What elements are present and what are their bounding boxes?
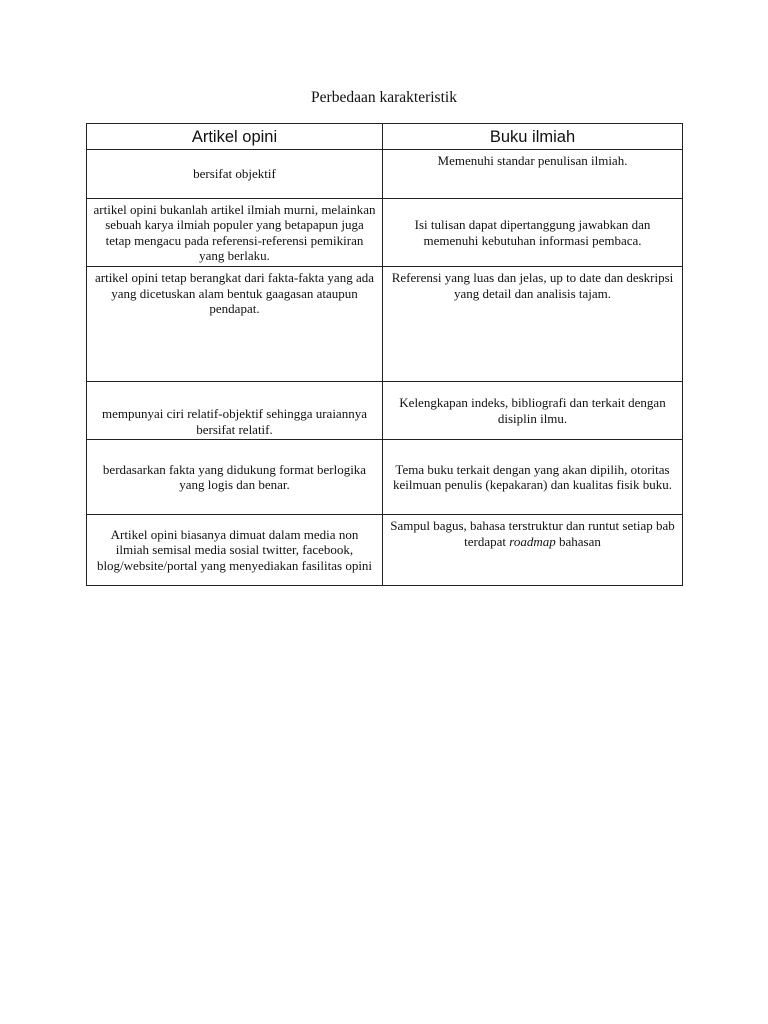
table-header-row [87, 124, 683, 150]
right-text-italic: roadmap [509, 533, 556, 549]
table-cell-left: mempunyai ciri relatif-objektif sehingga uraiannya bersifat relatif. [87, 382, 383, 440]
table-row [87, 199, 683, 267]
table-cell-right: Isi tulisan dapat dipertanggung jawabkan dan memenuhi kebutuhan informasi pembaca. [383, 199, 683, 267]
table-cell-left: berdasarkan fakta yang didukung format berlogika yang logis dan benar. [87, 440, 383, 515]
table-cell-left: artikel opini bukanlah artikel ilmiah murni, melainkan sebuah karya ilmiah populer yang betapapun juga tetap mengacu pada referensi-referensi pemikiran yang berlaku. [87, 199, 383, 267]
table-cell-left: Artikel opini biasanya dimuat dalam media non ilmiah semisal media sosial twitter, facebook, blog/website/portal yang menyediakan fasilitas opini [87, 515, 383, 586]
column-header-buku-ilmiah: Buku ilmiah [383, 124, 683, 150]
table-cell-right [383, 515, 683, 586]
column-header-artikel-opini: Artikel opini [87, 124, 383, 150]
table-cell-left: artikel opini tetap berangkat dari fakta-fakta yang ada yang dicetuskan alam bentuk gaagasan ataupun pendapat. [87, 267, 383, 382]
table-cell-left: bersifat objektif [87, 150, 383, 199]
table-row [87, 515, 683, 586]
comparison-table [86, 123, 683, 586]
table-row [87, 440, 683, 515]
table-cell-right: Tema buku terkait dengan yang akan dipilih, otoritas keilmuan penulis (kepakaran) dan kualitas fisik buku. [383, 440, 683, 515]
table-row [87, 150, 683, 199]
right-text-start: Sampul bagus, bahasa terstruktur dan runtut setiap bab terdapat [390, 518, 675, 549]
table-cell-right: Referensi yang luas dan jelas, up to date dan deskripsi yang detail dan analisis tajam. [383, 267, 683, 382]
table-cell-right: Memenuhi standar penulisan ilmiah. [383, 150, 683, 199]
table-row [87, 267, 683, 382]
right-text-end: bahasan [555, 533, 601, 549]
table-row [87, 382, 683, 440]
table-cell-right: Kelengkapan indeks, bibliografi dan terkait dengan disiplin ilmu. [383, 382, 683, 440]
document-title: Perbedaan karakteristik [311, 89, 457, 106]
